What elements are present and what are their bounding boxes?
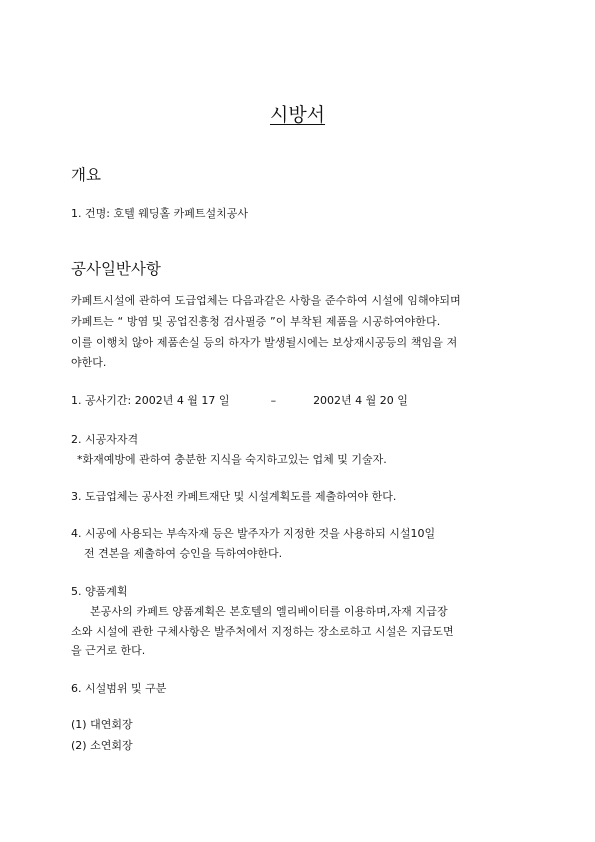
project-name-item: 1. 건명: 호텔 웨딩홀 카페트설치공사 [71,207,248,220]
qualification-title: 2. 시공자자격 [71,433,139,446]
intro-line-1: 카페트시설에 관하여 도급업체는 다음과같은 사항을 준수하여 시설에 임해야되며 [71,294,461,307]
item-5-title: 5. 양품계획 [71,585,128,598]
item-4-line-2: 전 견본을 제출하여 승인을 득하여야한다. [84,547,283,560]
item-6-sub-2: (2) 소연회장 [71,739,133,752]
period-item [71,392,408,408]
intro-line-4: 야한다. [71,356,107,369]
item-6-title: 6. 시설범위 및 구분 [71,682,167,695]
qualification-line: *화재예방에 관하여 충분한 지식을 숙지하고있는 업체 및 기술자. [77,453,387,466]
item-5-line-1: 본공사의 카페트 양품계획은 본호텔의 엘리베이터를 이용하며,자재 지급장 [90,605,448,618]
period-end: 2002년 4 월 20 일 [313,394,408,407]
intro-line-3: 이를 이행치 않아 제품손실 등의 하자가 발생될시에는 보상재시공등의 책임을 져 [71,336,458,349]
item-5-line-3: 을 근거로 한다. [71,644,146,657]
item-4-line-1: 4. 시공에 사용되는 부속자재 등은 발주자가 지정한 것을 사용하되 시설10일 [71,527,436,540]
item-5-line-2: 소와 시설에 관한 구체사항은 발주처에서 지정하는 장소로하고 시설은 지급도면 [71,625,454,638]
intro-line-2: 카페트는 “ 방염 및 공업진흥청 검사필증 ”이 부착된 제품을 시공하여야한다. [71,315,441,328]
period-start: 1. 공사기간: 2002년 4 월 17 일 [71,394,230,407]
item-6-sub-1: (1) 대연회장 [71,718,133,731]
document-title: 시방서 [269,104,326,126]
item-3: 3. 도급업체는 공사전 카페트재단 및 시설계획도를 제출하여야 한다. [71,490,397,503]
general-heading: 공사일반사항 [71,260,161,278]
period-dash: – [270,394,277,407]
overview-heading: 개요 [71,166,101,184]
